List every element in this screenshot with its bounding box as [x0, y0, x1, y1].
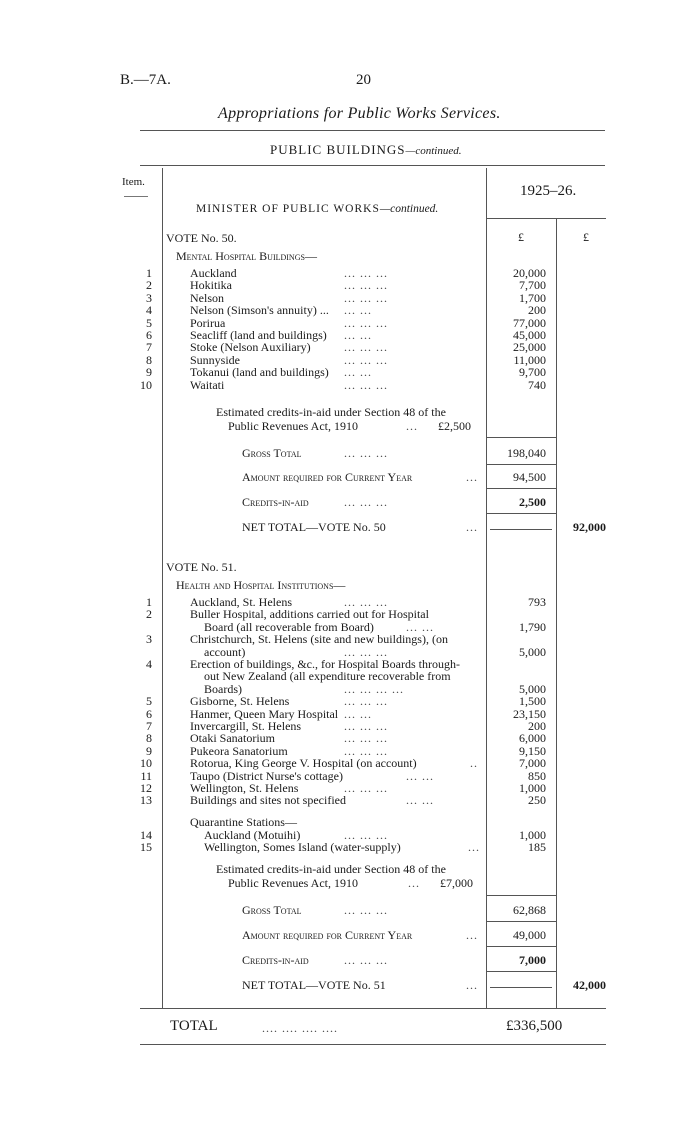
rule-total-bottom	[140, 1044, 606, 1045]
item-label: Porirua	[190, 315, 226, 330]
vote-50-credits-label: Credits-in-aid	[242, 495, 309, 509]
item-number: 2	[146, 607, 152, 622]
rule-v51-gross-top	[486, 895, 556, 896]
item-amount: 7,000	[519, 756, 546, 771]
item-amount: 11,000	[513, 352, 546, 367]
item-amount: 45,000	[513, 328, 546, 342]
item-label-line: Invercargill, St. Helens	[190, 719, 302, 733]
item-dots: ... ... ...	[344, 731, 388, 746]
section-subtitle	[270, 142, 461, 158]
rule-v51-required-bottom	[486, 946, 556, 947]
vote-50-credits-note-dots: ...	[406, 419, 418, 433]
item-number: 8	[146, 352, 152, 367]
rule-v51-gross-bottom	[486, 921, 556, 922]
vote-51-credits-label: Credits-in-aid	[242, 953, 309, 967]
item-amount: 20,000	[513, 266, 546, 280]
item-dots: ..	[470, 756, 478, 771]
item-amount: 793	[528, 595, 546, 609]
vote-51-credits-note-dots: ...	[408, 876, 420, 890]
item-label-line: Pukeora Sanatorium	[190, 743, 288, 758]
vote-51-gross-label: Gross Total	[242, 903, 302, 917]
vote-50-title: VOTE No. 50.	[166, 231, 237, 245]
item-number: 10	[140, 377, 152, 392]
item-amount: 1,700	[519, 290, 546, 305]
currency-header-1: £	[518, 230, 524, 244]
rule-v50-net-dash	[490, 529, 552, 530]
document-reference: B.—7A.	[120, 72, 171, 88]
item-number: 4	[146, 303, 152, 318]
item-number: 3	[146, 632, 152, 647]
item-label-line: Taupo (District Nurse's cottage)	[190, 768, 343, 783]
item-label: Stoke (Nelson Auxiliary)	[190, 340, 311, 355]
vote-50-heading: Mental Hospital Buildings—	[176, 249, 317, 263]
rule-v50-gross-top	[486, 437, 556, 438]
item-amount: 850	[528, 768, 546, 783]
item-label: Sunnyside	[190, 352, 241, 367]
item-label-line: Buildings and sites not specified	[190, 793, 346, 808]
vote-51-credits-note-line2: Public Revenues Act, 1910	[228, 876, 358, 890]
item-dots: ... ...	[344, 328, 372, 342]
item-dots: ... ... ...	[344, 644, 388, 659]
vote-51-required-amount: 49,000	[513, 928, 546, 942]
rule-total-top	[140, 1008, 606, 1009]
grand-total-dots: .... .... .... ....	[262, 1021, 338, 1035]
item-amount: 5,000	[519, 681, 546, 696]
item-dots: ... ... ...	[344, 377, 388, 392]
page-number: 20	[356, 72, 371, 88]
item-label: Auckland (Motuihi)	[204, 828, 301, 842]
item-amount: 1,790	[519, 619, 546, 634]
rule-top	[140, 130, 605, 131]
item-amount: 185	[528, 840, 546, 855]
rule-v50-required-bottom	[486, 488, 556, 489]
vote-51-credits-note-line1: Estimated credits-in-aid under Section 48 of the	[216, 862, 446, 876]
item-dots: ... ... ...	[344, 694, 388, 709]
item-number: 9	[146, 743, 152, 758]
rule-item-column	[162, 168, 163, 1008]
item-label-line: Wellington, St. Helens	[190, 781, 299, 795]
item-number: 8	[146, 731, 152, 746]
item-number: 1	[146, 595, 152, 609]
item-amount: 1,000	[519, 781, 546, 795]
item-dots: ... ... ...	[344, 595, 388, 609]
vote-50-credits-note-amount: £2,500	[438, 419, 471, 433]
item-number: 5	[146, 694, 152, 709]
rule-v50-gross-bottom	[486, 464, 556, 465]
vote-51-title: VOTE No. 51.	[166, 560, 237, 574]
item-amount: 200	[528, 303, 546, 318]
item-header-underline	[124, 196, 148, 197]
item-dots: ... ... ...	[344, 719, 388, 733]
vote-50-credits-note-line1: Estimated credits-in-aid under Section 48 of the	[216, 405, 446, 419]
vote-51-credits-dots: ... ... ...	[344, 953, 388, 967]
item-dots: ... ...	[406, 619, 434, 634]
vote-50-required-amount: 94,500	[513, 470, 546, 484]
vote-51-net-amount: 42,000	[573, 978, 606, 992]
item-amount: 7,700	[519, 278, 546, 293]
rule-v51-net-dash	[490, 987, 552, 988]
item-dots: ... ... ...	[344, 781, 388, 795]
minister-continued: —continued.	[379, 203, 439, 215]
vote-51-gross-dots: ... ... ...	[344, 903, 388, 917]
item-dots: ... ...	[406, 793, 434, 808]
item-dots: ... ... ...	[344, 828, 388, 842]
item-dots: ... ... ...	[344, 352, 388, 367]
item-dots: ... ...	[344, 365, 372, 380]
item-number: 9	[146, 365, 152, 380]
item-number: 14	[140, 828, 152, 842]
item-number: 6	[146, 328, 152, 342]
vote-51-credits-note-amount: £7,000	[440, 876, 473, 890]
vote-50-required-label: Amount required for Current Year	[242, 470, 413, 484]
subtitle-main: PUBLIC BUILDINGS	[270, 142, 406, 157]
item-label: Wellington, Somes Island (water-supply)	[204, 840, 401, 855]
item-label-line: Buller Hospital, additions carried out for Hospital	[190, 607, 429, 622]
rule-v51-credits-bottom	[486, 971, 556, 972]
item-amount: 250	[528, 793, 546, 808]
item-dots: ... ... ...	[344, 743, 388, 758]
vote-50-credits-amount: 2,500	[519, 495, 546, 509]
item-label-line: Rotorua, King George V. Hospital (on account)	[190, 756, 417, 771]
vote-51-required-label: Amount required for Current Year	[242, 928, 413, 942]
vote-50-net-dots: ...	[466, 520, 478, 534]
rule-year-underline	[486, 218, 606, 219]
item-amount: 25,000	[513, 340, 546, 355]
item-amount: 77,000	[513, 315, 546, 330]
vote-51-gross-amount: 62,868	[513, 903, 546, 917]
item-amount: 6,000	[519, 731, 546, 746]
item-label: Hokitika	[190, 278, 232, 293]
item-label-line: Board (all recoverable from Board)	[204, 619, 374, 634]
rule-amount-mid	[556, 218, 557, 1008]
item-label-line: Gisborne, St. Helens	[190, 694, 290, 709]
item-label-line: out New Zealand (all expenditure recoverable from	[204, 669, 451, 684]
item-label-line: Christchurch, St. Helens (site and new buildings), (on	[190, 632, 448, 647]
item-number: 2	[146, 278, 152, 293]
item-number: 13	[140, 793, 152, 808]
item-dots: ... ... ...	[344, 278, 388, 293]
rule-header	[140, 165, 605, 166]
item-label-line: Hanmer, Queen Mary Hospital	[190, 706, 339, 721]
item-label: Tokanui (land and buildings)	[190, 365, 329, 380]
currency-header-2: £	[583, 230, 589, 244]
item-amount: 1,000	[519, 828, 546, 842]
item-dots: ... ... ...	[344, 290, 388, 305]
vote-51-net-label: NET TOTAL—VOTE No. 51	[242, 978, 386, 992]
item-dots: ... ... ...	[344, 340, 388, 355]
page-title: Appropriations for Public Works Services.	[218, 105, 501, 122]
item-label-line: account)	[204, 644, 246, 659]
item-label: Seacliff (land and buildings)	[190, 328, 327, 342]
vote-51-credits-amount: 7,000	[519, 953, 546, 967]
minister-heading	[196, 203, 438, 215]
rule-v50-credits-bottom	[486, 513, 556, 514]
item-dots: ... ...	[344, 303, 372, 318]
item-column-header: Item.	[122, 176, 145, 188]
item-label: Waitati	[190, 377, 225, 392]
vote-51-heading: Health and Hospital Institutions—	[176, 578, 346, 592]
item-amount: 200	[528, 719, 546, 733]
year-column-header: 1925–26.	[520, 183, 577, 199]
item-dots: ...	[468, 840, 480, 855]
item-label: Nelson (Simson's annuity) ...	[190, 303, 329, 318]
item-number: 12	[140, 781, 152, 795]
grand-total-amount: £336,500	[506, 1018, 563, 1034]
item-number: 5	[146, 315, 152, 330]
item-number: 6	[146, 706, 152, 721]
item-dots: ... ...	[344, 706, 372, 721]
item-label-line: Auckland, St. Helens	[190, 595, 292, 609]
item-dots: ... ...	[406, 768, 434, 783]
item-label-line: Boards)	[204, 681, 242, 696]
item-label-line: Erection of buildings, &c., for Hospital Boards through-	[190, 657, 460, 671]
item-number: 4	[146, 657, 152, 671]
item-label: Auckland	[190, 266, 237, 280]
item-amount: 5,000	[519, 644, 546, 659]
grand-total-label: TOTAL	[170, 1018, 218, 1034]
item-number: 1	[146, 266, 152, 280]
vote-51-net-dots: ...	[466, 978, 478, 992]
item-amount: 23,150	[513, 706, 546, 721]
vote-50-required-dots: ...	[466, 470, 478, 484]
item-amount: 740	[528, 377, 546, 392]
item-number: 11	[140, 768, 152, 783]
vote-50-gross-label: Gross Total	[242, 446, 302, 460]
vote-50-gross-dots: ... ... ...	[344, 446, 388, 460]
item-dots: ... ... ... ...	[344, 681, 404, 696]
item-number: 3	[146, 290, 152, 305]
quarantine-heading: Quarantine Stations—	[190, 815, 297, 829]
minister-main: MINISTER OF PUBLIC WORKS	[196, 203, 380, 215]
subtitle-continued: —continued.	[405, 145, 462, 157]
item-amount: 1,500	[519, 694, 546, 709]
item-number: 10	[140, 756, 152, 771]
vote-50-net-amount: 92,000	[573, 520, 606, 534]
item-label: Nelson	[190, 290, 224, 305]
item-number: 7	[146, 340, 152, 355]
vote-50-credits-note-line2: Public Revenues Act, 1910	[228, 419, 358, 433]
item-amount: 9,700	[519, 365, 546, 380]
vote-50-net-label: NET TOTAL—VOTE No. 50	[242, 520, 386, 534]
vote-50-gross-amount: 198,040	[507, 446, 546, 460]
item-label-line: Otaki Sanatorium	[190, 731, 275, 746]
item-number: 15	[140, 840, 152, 855]
item-dots: ... ... ...	[344, 266, 388, 280]
vote-50-credits-dots: ... ... ...	[344, 495, 388, 509]
vote-51-required-dots: ...	[466, 928, 478, 942]
item-dots: ... ... ...	[344, 315, 388, 330]
item-number: 7	[146, 719, 152, 733]
item-amount: 9,150	[519, 743, 546, 758]
